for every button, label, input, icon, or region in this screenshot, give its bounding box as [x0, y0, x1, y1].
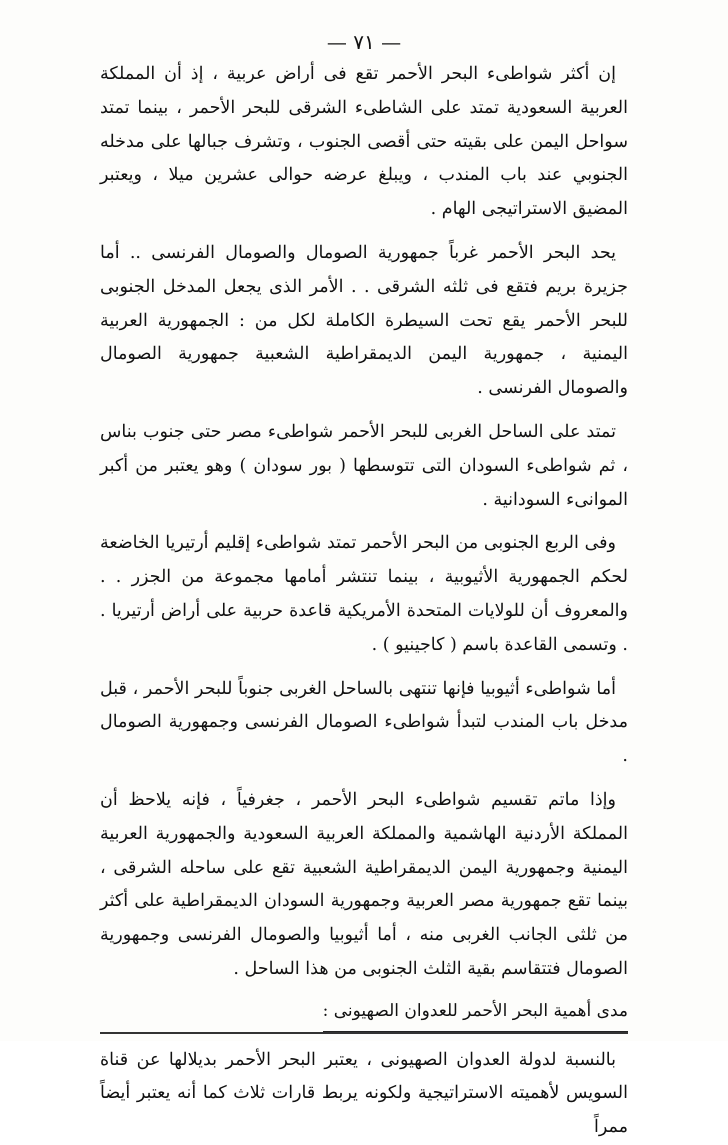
paragraph-4: وفى الربع الجنوبى من البحر الأحمر تمتد شواطىء إقليم أرتيريا الخاضعة لحكم الجمهورية الأثيوبية ، بينما تنتشر أمامها مجموعة من الجزر . . والمعروف أن للولايات المتحدة الأمريكية قاعدة حربية على أراض أرتيريا . . وتسمى القاعدة باسم ( كاجينيو ) .: [100, 533, 628, 655]
paragraph-5: أما شواطىء أثيوبيا فإنها تنتهى بالساحل الغربى جنوباً للبحر الأحمر ، قبل مدخل باب المندب لتبدأ شواطىء الصومال الفرنسى وجمهورية الصومال .: [100, 678, 628, 767]
paragraph-6: وإذا ماتم تقسيم شواطىء البحر الأحمر ، جغرفياً ، فإنه يلاحظ أن المملكة الأردنية الهاشمية والمملكة العربية السعودية والجمهورية العربية اليمنية وجمهورية اليمن الديمقراطية الشعبية تقع على ساحله الشرقى ، بينما تقع جمهورية مصر العربية وجمهورية السودان الديمقراطية على أكثر من ثلثى الجانب الغربى منه ، أما أثيوبيا والصومال الفرنسى وجمهورية الصومال فتتقاسم بقية الثلث الجنوبى من هذا الساحل .: [100, 789, 628, 979]
paragraph-gap: [100, 517, 628, 527]
paragraph-gap: [100, 774, 628, 784]
paragraph-2: يحد البحر الأحمر غرباً جمهورية الصومال والصومال الفرنسى .. أما جزيرة بريم فتقع فى ثلثه الشرقى . . الأمر الذى يجعل المدخل الجنوبى للبحر الأحمر يقع تحت السيطرة الكاملة لكل من : الجمهورية العربية اليمنية ، جمهورية اليمن الديمقراطية الشعبية جمهورية الصومال والصومال الفرنسى .: [100, 242, 628, 399]
paragraph-gap: [100, 227, 628, 237]
page-body: [100, 58, 628, 1145]
paragraph-final: بالنسبة لدولة العدوان الصهيونى ، يعتبر البحر الأحمر بديلالها عن قناة السويس لأهميته الاستراتيجية ولكونه يربط قارات ثلاث كما أنه يعتبر أيضاً ممراً: [100, 1049, 628, 1138]
paragraph-gap: [100, 663, 628, 673]
paragraph-3: تمتد على الساحل الغربى للبحر الأحمر شواطىء مصر حتى جنوب بناس ، ثم شواطىء السودان التى تتوسطها ( بور سودان ) وهو يعتبر من أكبر الموانىء السودانية .: [100, 421, 628, 510]
paragraph-1: إن أكثر شواطىء البحر الأحمر تقع فى أراض عربية ، إذ أن المملكة العربية السعودية تمتد على الشاطىء الشرقى للبحر الأحمر ، بينما تمتد سواحل اليمن على بقيته حتى أقصى الجنوب ، وتشرف جبالها على مدخله الجنوبي عند باب المندب ، ويبلغ عرضه حوالى عشرين ميلا ، ويعتبر المضيق الاستراتيجى الهام .: [100, 64, 628, 220]
page-number: — ٧١ —: [326, 30, 402, 54]
paragraph-gap: [100, 406, 628, 416]
section-heading-rule: [100, 987, 628, 1034]
section-heading: مدى أهمية البحر الأحمر للعدوان الصهيونى :: [323, 995, 628, 1032]
